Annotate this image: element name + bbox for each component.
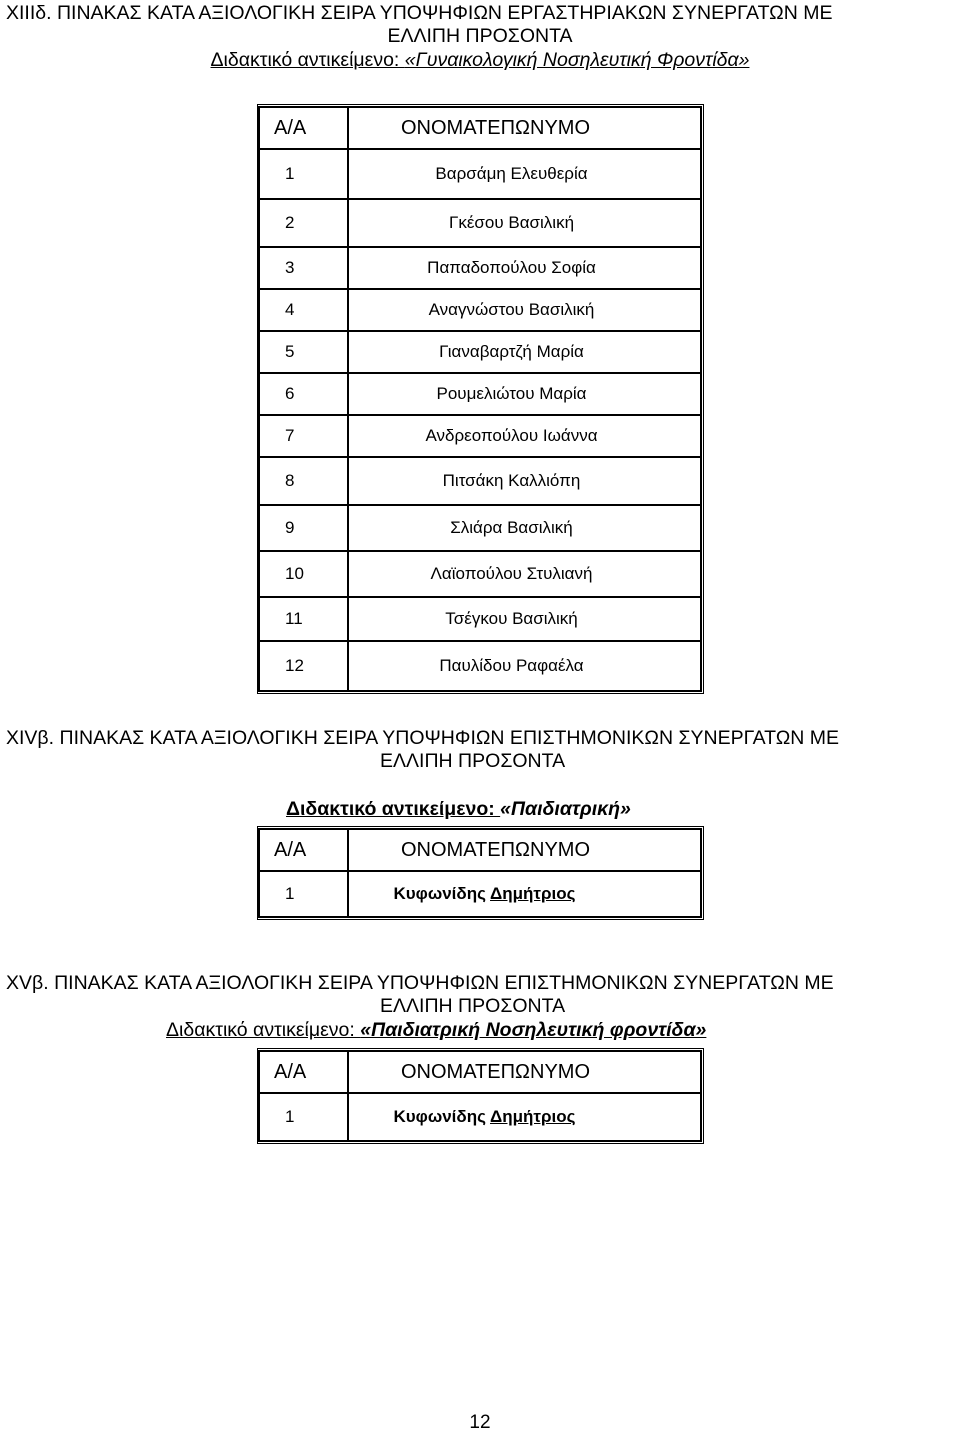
subject-value: «Παιδιατρική Νοσηλευτική φροντίδα» bbox=[360, 1019, 707, 1041]
row-name: Πιτσάκη Καλλιόπη bbox=[348, 457, 701, 505]
col-header-name: ΟΝΟΜΑΤΕΠΩΝΥΜΟ bbox=[348, 829, 701, 871]
row-aa: 1 bbox=[259, 1093, 348, 1141]
row-name: Τσέγκου Βασιλική bbox=[348, 597, 701, 641]
table-row bbox=[259, 871, 701, 917]
table-row bbox=[259, 331, 701, 373]
row-name-first: Κυφωνίδης bbox=[393, 884, 491, 903]
section-xiii-delta bbox=[0, 2, 960, 72]
col-header-aa: Α/Α bbox=[259, 107, 348, 149]
row-name: Βαρσάμη Ελευθερία bbox=[348, 149, 701, 199]
subject-label: Διδακτικό αντικείμενο: bbox=[166, 1019, 361, 1041]
table-row bbox=[259, 149, 701, 199]
table-header-row bbox=[259, 1051, 701, 1093]
row-aa: 6 bbox=[259, 373, 348, 415]
row-name: Σλιάρα Βασιλική bbox=[348, 505, 701, 551]
table-row bbox=[259, 373, 701, 415]
col-header-name: ΟΝΟΜΑΤΕΠΩΝΥΜΟ bbox=[348, 107, 701, 149]
section-heading-line1: XVβ. ΠΙΝΑΚΑΣ ΚΑΤΑ ΑΞΙΟΛΟΓΙΚΗ ΣΕΙΡΑ ΥΠΟΨΗΦΙΩΝ ΕΠΙΣΤΗΜΟΝΙΚΩΝ ΣΥΝΕΡΓΑΤΩΝ ΜΕ bbox=[6, 972, 834, 994]
row-name bbox=[348, 871, 701, 917]
row-name bbox=[348, 1093, 701, 1141]
table-row bbox=[259, 597, 701, 641]
row-aa: 10 bbox=[259, 551, 348, 597]
page-number: 12 bbox=[469, 1412, 491, 1433]
row-name-second: Δημήτριος bbox=[490, 884, 576, 903]
subject-value: «Γυναικολογική Νοσηλευτική Φροντίδα» bbox=[404, 49, 750, 71]
table-row bbox=[259, 199, 701, 247]
table-row bbox=[259, 247, 701, 289]
row-aa: 1 bbox=[259, 149, 348, 199]
roster-table-section2 bbox=[257, 826, 704, 920]
row-aa: 5 bbox=[259, 331, 348, 373]
roster-table-section3 bbox=[257, 1048, 704, 1144]
col-header-name: ΟΝΟΜΑΤΕΠΩΝΥΜΟ bbox=[348, 1051, 701, 1093]
row-name: Ανδρεοπούλου Ιωάννα bbox=[348, 415, 701, 457]
section-heading-line2: ΕΛΛΙΠΗ ΠΡΟΣΟΝΤΑ bbox=[380, 995, 566, 1017]
row-aa: 3 bbox=[259, 247, 348, 289]
section-xiv-beta bbox=[0, 727, 960, 821]
table-row bbox=[259, 457, 701, 505]
row-aa: 12 bbox=[259, 641, 348, 691]
row-aa: 4 bbox=[259, 289, 348, 331]
table-header-row bbox=[259, 107, 701, 149]
table-header-row bbox=[259, 829, 701, 871]
roster-table-section1 bbox=[257, 104, 704, 694]
col-header-aa: Α/Α bbox=[259, 1051, 348, 1093]
row-name: Ρουμελιώτου Μαρία bbox=[348, 373, 701, 415]
section-heading-line1: XIIIδ. ΠΙΝΑΚΑΣ ΚΑΤΑ ΑΞΙΟΛΟΓΙΚΗ ΣΕΙΡΑ ΥΠΟΨΗΦΙΩΝ ΕΡΓΑΣΤΗΡΙΑΚΩΝ ΣΥΝΕΡΓΑΤΩΝ ΜΕ bbox=[6, 2, 833, 24]
row-name-first: Κυφωνίδης bbox=[393, 1107, 491, 1126]
row-name: Παυλίδου Ραφαέλα bbox=[348, 641, 701, 691]
row-name: Γκέσου Βασιλική bbox=[348, 199, 701, 247]
row-aa: 7 bbox=[259, 415, 348, 457]
table-row bbox=[259, 289, 701, 331]
section-heading-line2: ΕΛΛΙΠΗ ΠΡΟΣΟΝΤΑ bbox=[387, 25, 573, 47]
subject-line bbox=[0, 797, 960, 821]
table-row bbox=[259, 1093, 701, 1141]
row-aa: 9 bbox=[259, 505, 348, 551]
subject-label: Διδακτικό αντικείμενο: bbox=[286, 798, 501, 820]
subject-label: Διδακτικό αντικείμενο: bbox=[210, 49, 405, 71]
table-row bbox=[259, 551, 701, 597]
subject-line bbox=[0, 1018, 960, 1042]
row-aa: 11 bbox=[259, 597, 348, 641]
row-aa: 1 bbox=[259, 871, 348, 917]
section-heading-line1: XIVβ. ΠΙΝΑΚΑΣ ΚΑΤΑ ΑΞΙΟΛΟΓΙΚΗ ΣΕΙΡΑ ΥΠΟΨΗΦΙΩΝ ΕΠΙΣΤΗΜΟΝΙΚΩΝ ΣΥΝΕΡΓΑΤΩΝ ΜΕ bbox=[6, 727, 840, 749]
row-name: Λαϊοπούλου Στυλιανή bbox=[348, 551, 701, 597]
subject-line bbox=[0, 48, 960, 72]
row-name: Παπαδοπούλου Σοφία bbox=[348, 247, 701, 289]
table-row bbox=[259, 415, 701, 457]
row-aa: 2 bbox=[259, 199, 348, 247]
table-row bbox=[259, 641, 701, 691]
row-name: Γιαναβαρτζή Μαρία bbox=[348, 331, 701, 373]
subject-value: «Παιδιατρική» bbox=[500, 798, 631, 820]
row-aa: 8 bbox=[259, 457, 348, 505]
row-name-second: Δημήτριος bbox=[490, 1107, 576, 1126]
section-heading-line2: ΕΛΛΙΠΗ ΠΡΟΣΟΝΤΑ bbox=[380, 750, 566, 772]
table-row bbox=[259, 505, 701, 551]
section-xv-beta bbox=[0, 972, 960, 1042]
col-header-aa: Α/Α bbox=[259, 829, 348, 871]
row-name: Αναγνώστου Βασιλική bbox=[348, 289, 701, 331]
